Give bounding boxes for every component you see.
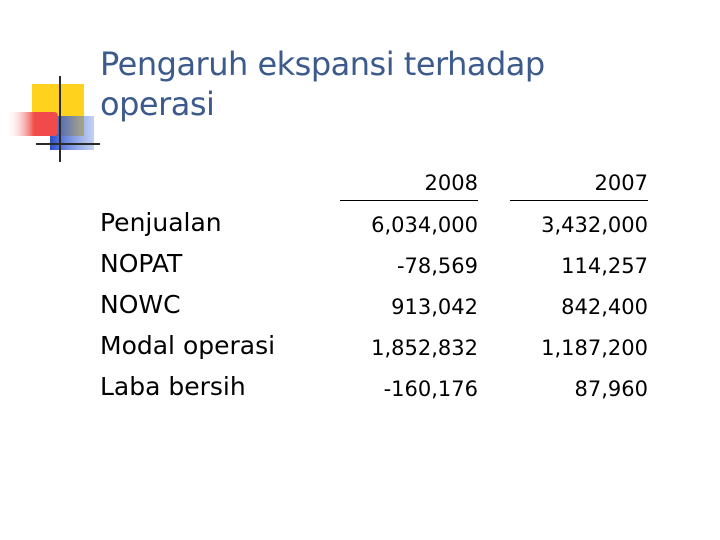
cell-2007-penjualan: 3,432,000 bbox=[541, 213, 648, 237]
row-label-laba-bersih: Laba bersih bbox=[100, 372, 246, 401]
row-label-penjualan: Penjualan bbox=[100, 208, 222, 237]
cell-2008-nowc: 913,042 bbox=[391, 295, 478, 319]
deco-red-bar bbox=[6, 112, 58, 136]
cell-2007-modal-operasi: 1,187,200 bbox=[541, 336, 648, 360]
column-values-2008 bbox=[340, 201, 478, 410]
column-2007 bbox=[510, 166, 648, 410]
slide-title-line-2: operasi bbox=[100, 85, 215, 123]
column-values-2007 bbox=[510, 201, 648, 410]
slide-title-line-1: Pengaruh ekspansi terhadap bbox=[100, 45, 545, 83]
row-labels bbox=[100, 202, 275, 407]
cell-2008-laba-bersih: -160,176 bbox=[383, 377, 478, 401]
cell-2008-penjualan: 6,034,000 bbox=[371, 213, 478, 237]
cell-2007-nopat: 114,257 bbox=[561, 254, 648, 278]
cell-2007-nowc: 842,400 bbox=[561, 295, 648, 319]
corner-logo-decoration bbox=[0, 0, 100, 170]
cell-2007-laba-bersih: 87,960 bbox=[574, 377, 648, 401]
row-label-modal-operasi: Modal operasi bbox=[100, 331, 276, 360]
cell-2008-modal-operasi: 1,852,832 bbox=[371, 336, 478, 360]
column-2008 bbox=[340, 166, 478, 410]
cell-2008-nopat: -78,569 bbox=[396, 254, 478, 278]
slide-title bbox=[100, 44, 680, 124]
row-label-nowc: NOWC bbox=[100, 290, 181, 319]
column-header-2008: 2008 bbox=[340, 166, 478, 201]
row-label-nopat: NOPAT bbox=[100, 249, 183, 278]
column-header-2007: 2007 bbox=[510, 166, 648, 201]
